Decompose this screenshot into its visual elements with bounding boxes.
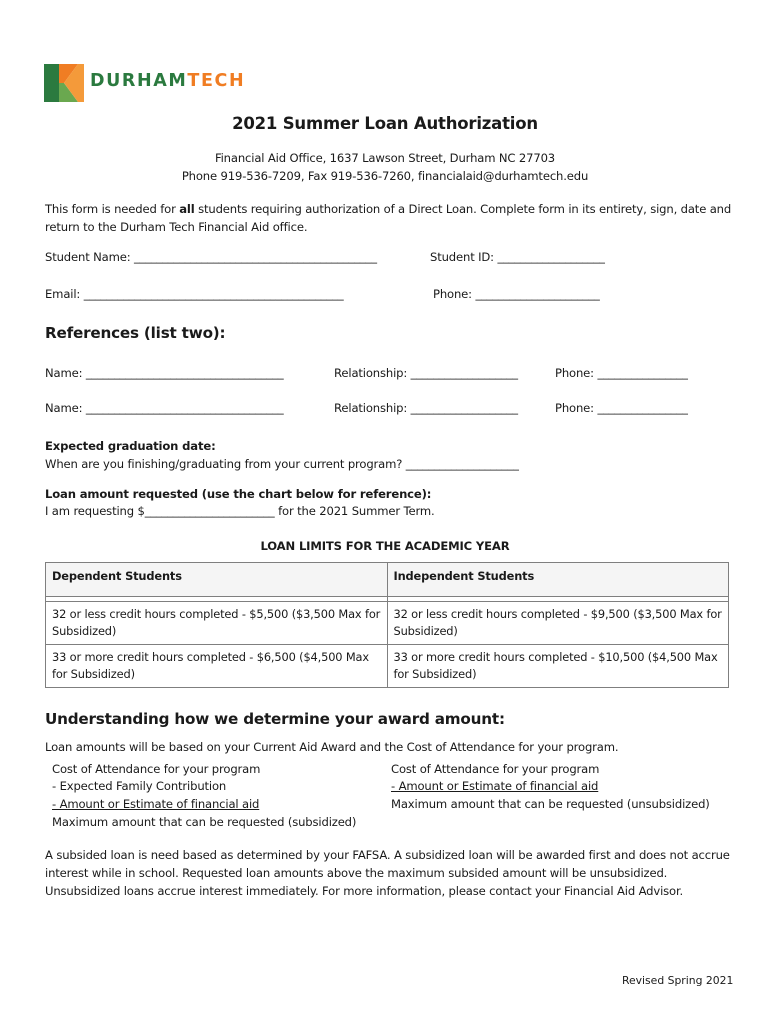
durham-tech-logo-mark-icon — [44, 64, 84, 102]
subsidized-calc-line: - Expected Family Contribution — [52, 779, 227, 793]
table-header-row — [46, 563, 729, 597]
reference-2-name-field[interactable]: Name: ___________________________________ — [45, 401, 284, 415]
references-heading: References (list two): — [45, 324, 226, 342]
intro-line-1: This form is needed for all students requiring authorization of a Direct Loan. Complete form in its entirety, sign, date and — [45, 202, 732, 216]
loan-note-line: Unsubsidized loans accrue interest immediately. For more information, please contact your Financial Aid Advisor. — [45, 884, 684, 898]
office-contact: Phone 919-536-7209, Fax 919-536-7260, financialaid@durhamtech.edu — [181, 169, 589, 183]
durham-tech-logo — [44, 64, 284, 102]
table-row — [46, 602, 729, 645]
email-field[interactable]: Email: ______________________________________________ — [45, 287, 344, 301]
phone-field[interactable]: Phone: ______________________ — [433, 287, 600, 301]
logo-wordmark: DURHAMTECH — [90, 71, 246, 91]
reference-1-name-field[interactable]: Name: ___________________________________ — [45, 366, 284, 380]
intro-line-2: return to the Durham Tech Financial Aid office. — [45, 220, 308, 234]
page-title: 2021 Summer Loan Authorization — [232, 114, 538, 133]
unsubsidized-calc-line: - Amount or Estimate of financial aid — [391, 779, 599, 793]
table-cell: 33 or more credit hours completed - $6,500 ($4,500 Max for Subsidized) — [46, 645, 388, 688]
table-cell: 32 or less credit hours completed - $5,500 ($3,500 Max for Subsidized) — [46, 602, 388, 645]
office-address: Financial Aid Office, 1637 Lawson Street, Durham NC 27703 — [214, 151, 556, 165]
subsidized-calc-result: Maximum amount that can be requested (subsidized) — [52, 815, 357, 829]
graduation-label: Expected graduation date: — [45, 439, 216, 453]
subsidized-calc-line: Cost of Attendance for your program — [52, 762, 261, 776]
reference-2-phone-field[interactable]: Phone: ________________ — [555, 401, 688, 415]
understanding-heading: Understanding how we determine your award amount: — [45, 710, 505, 728]
graduation-field[interactable]: When are you finishing/graduating from your current program? ____________________ — [45, 457, 519, 471]
loan-limits-heading: LOAN LIMITS FOR THE ACADEMIC YEAR — [260, 539, 510, 553]
loan-note-line: interest while in school. Requested loan amounts above the maximum subsided amount will be unsubsidized. — [45, 866, 668, 880]
student-id-field[interactable]: Student ID: ___________________ — [430, 250, 605, 264]
understanding-intro: Loan amounts will be based on your Current Aid Award and the Cost of Attendance for your program. — [45, 740, 619, 754]
reference-1-phone-field[interactable]: Phone: ________________ — [555, 366, 688, 380]
student-name-field[interactable]: Student Name: ___________________________________________ — [45, 250, 377, 264]
table-header-cell: Dependent Students — [46, 563, 388, 597]
table-header-cell: Independent Students — [387, 563, 729, 597]
table-row — [46, 645, 729, 688]
loan-note-line: A subsided loan is need based as determined by your FAFSA. A subsidized loan will be awarded first and does not accrue — [45, 848, 730, 862]
unsubsidized-calc-line: Cost of Attendance for your program — [391, 762, 600, 776]
reference-1-relationship-field[interactable]: Relationship: ___________________ — [334, 366, 518, 380]
revision-footer: Revised Spring 2021 — [622, 974, 734, 987]
reference-2-relationship-field[interactable]: Relationship: ___________________ — [334, 401, 518, 415]
loan-limits-table — [45, 562, 729, 688]
loan-amount-field[interactable]: I am requesting $_______________________ for the 2021 Summer Term. — [45, 504, 435, 518]
loan-amount-label: Loan amount requested (use the chart below for reference): — [45, 487, 432, 501]
table-cell: 32 or less credit hours completed - $9,500 ($3,500 Max for Subsidized) — [387, 602, 729, 645]
subsidized-calc-line: - Amount or Estimate of financial aid — [52, 797, 260, 811]
unsubsidized-calc-result: Maximum amount that can be requested (unsubsidized) — [391, 797, 710, 811]
table-cell: 33 or more credit hours completed - $10,500 ($4,500 Max for Subsidized) — [387, 645, 729, 688]
